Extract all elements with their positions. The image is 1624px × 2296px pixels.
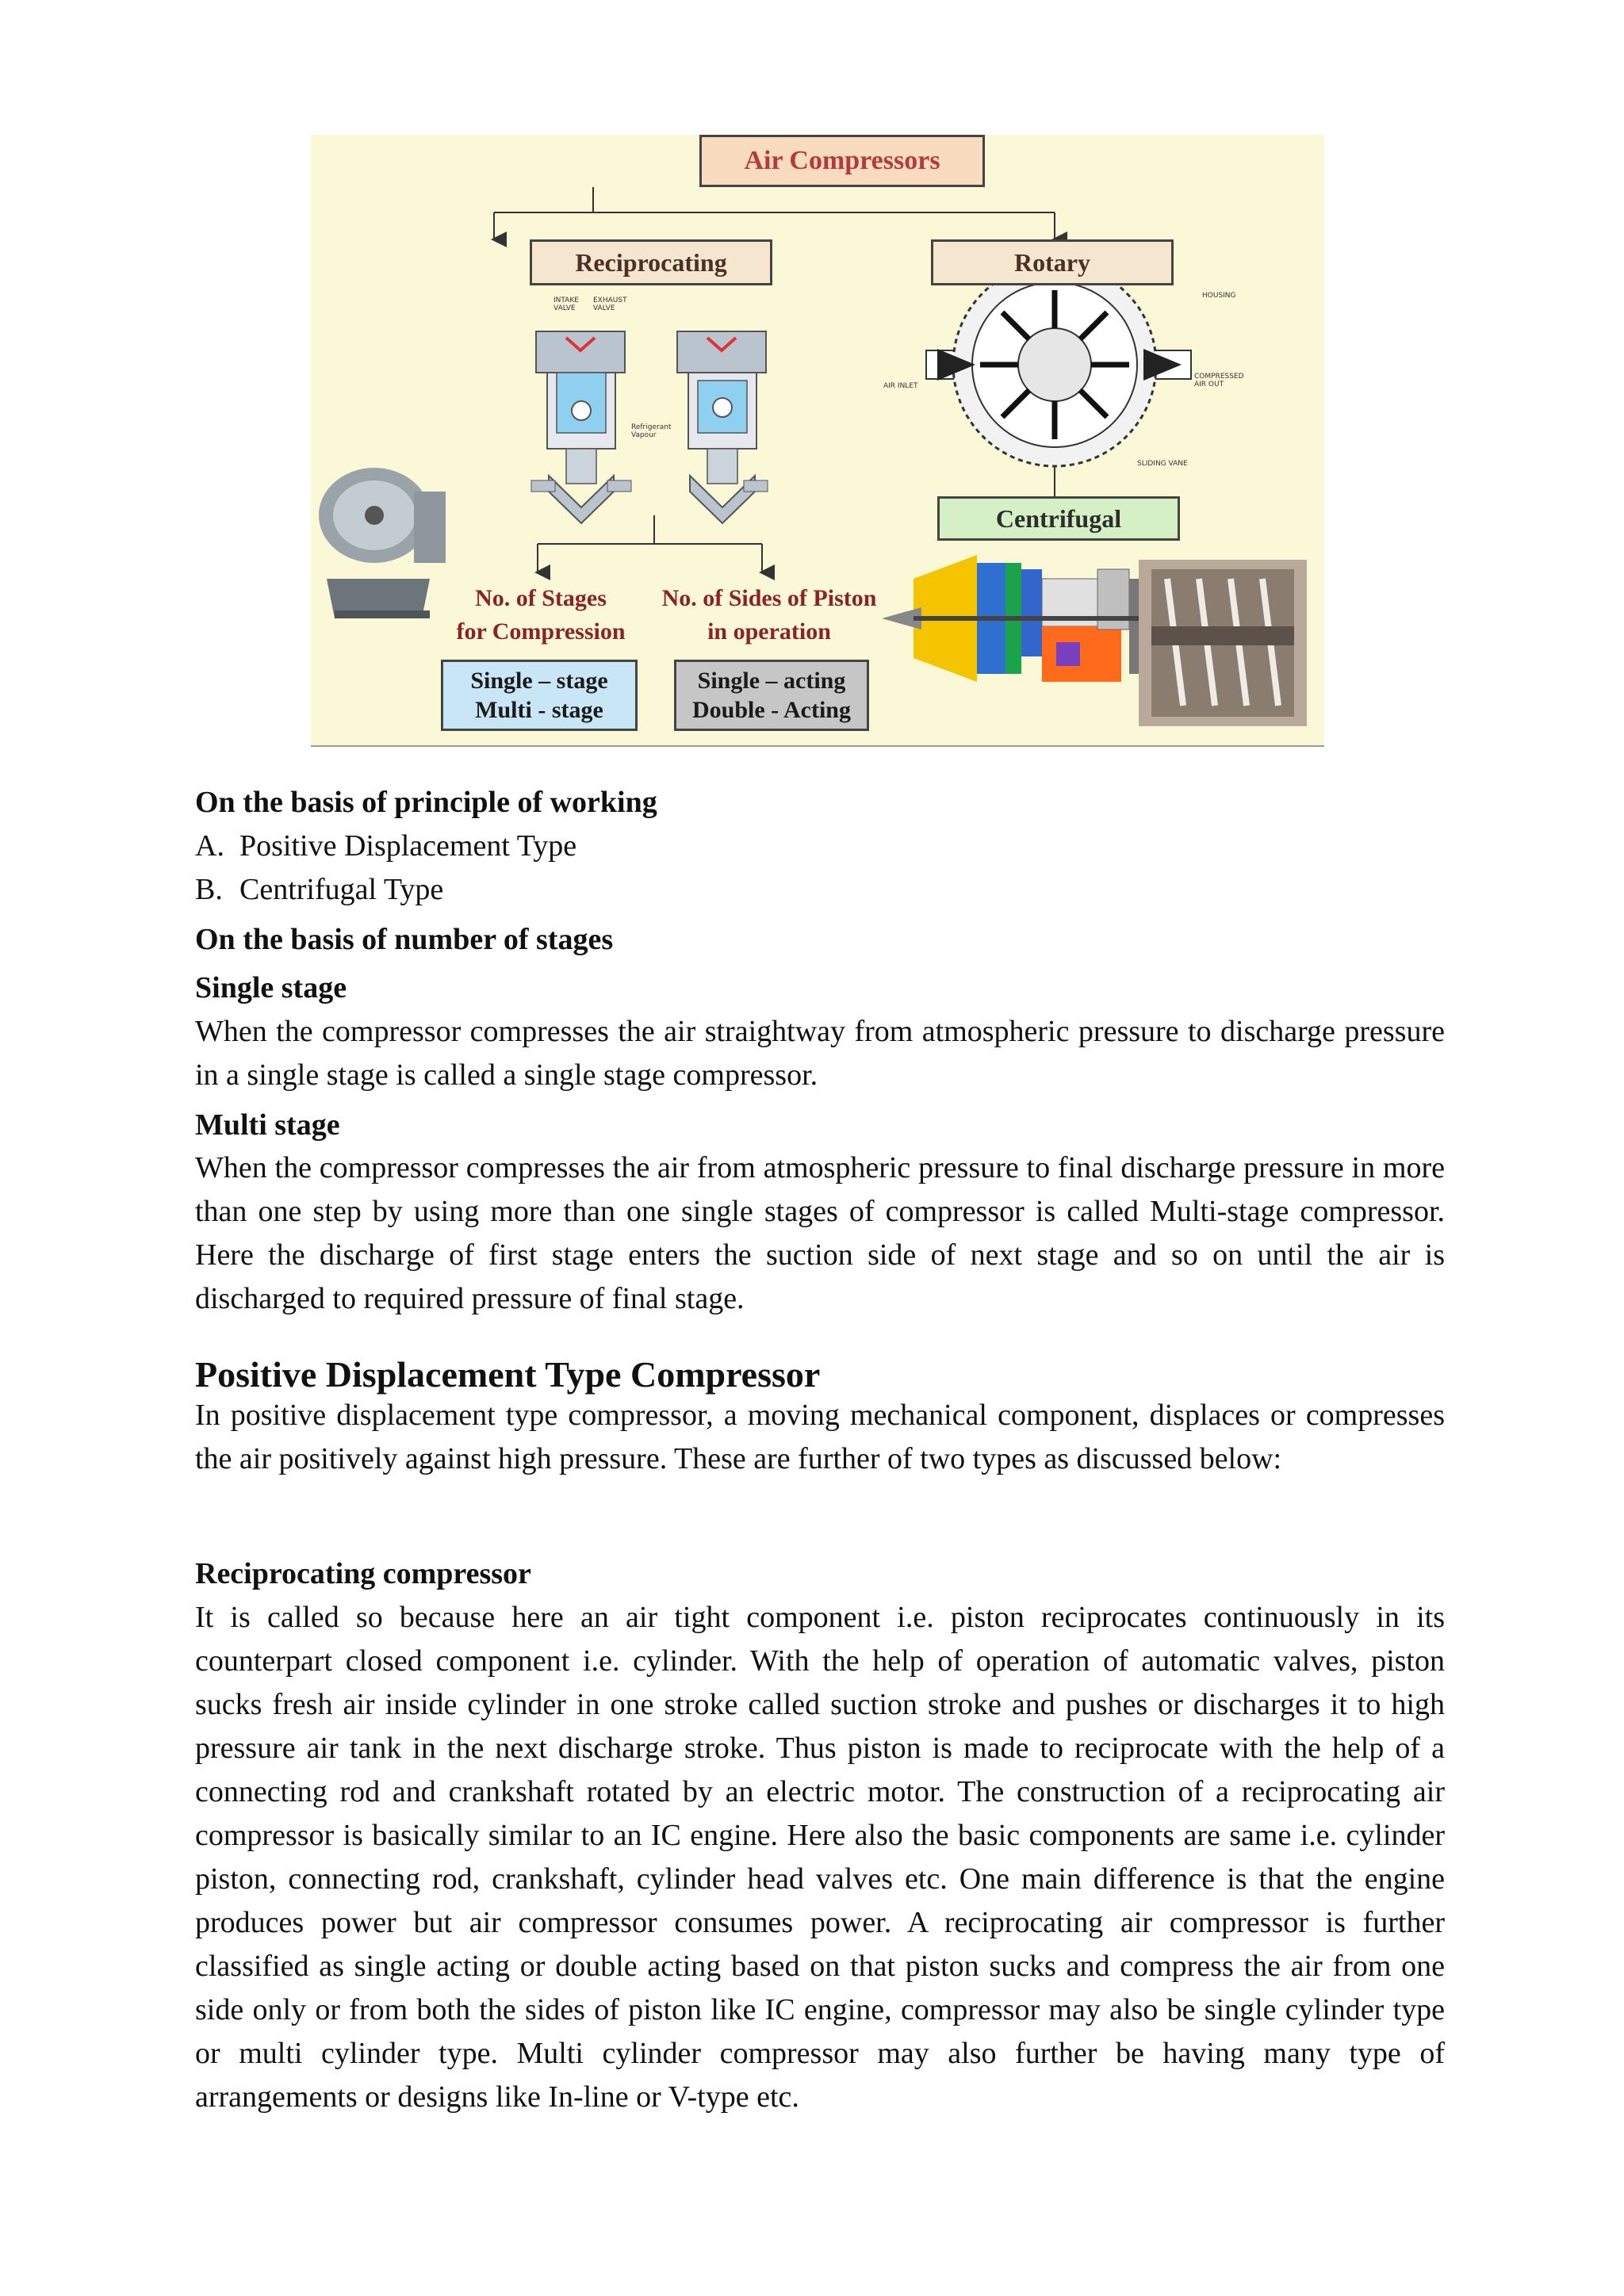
principle-item-a [195,825,1445,868]
single-stage-label: Single – stage [470,667,608,694]
air-inlet-label: AIR INLET [883,382,918,390]
reciprocating-cylinder-illustration-2 [677,331,768,523]
positive-displacement-text: In positive displacement type compressor, a moving mechanical component, displaces or compresses the air positively against high pressure. These are further of two types as discussed below: [195,1399,1445,1475]
multi-stage-text: When the compressor compresses the air from atmospheric pressure to final discharge pressure in more than one step by using more than one single stages of compressor is called Multi-stage compressor. Here the discharge of first stage enters the suction side of next stage and so on until the air is discharged to required pressure of final stage. [195,1151,1445,1315]
centrifugal-box [937,496,1180,541]
item-marker: A. [195,829,224,863]
rotary-label: Rotary [1014,247,1090,277]
sides-label-line-2: in operation [707,618,831,645]
exhaust-valve-label: EXHAUST VALVE [593,297,627,312]
stages-label [438,582,644,649]
air-compressors-title-box [699,135,985,187]
acting-types-box [674,660,869,731]
compressor-unit-photo [319,468,446,618]
air-compressors-figure [311,135,1324,747]
centrifugal-cutaway-illustration [882,555,1145,682]
item-marker: B. [195,873,223,906]
positive-displacement-heading: Positive Displacement Type Compressor [195,1354,821,1395]
stages-heading: On the basis of number of stages [195,923,614,956]
compressed-air-out-label: COMPRESSED AIR OUT [1194,373,1244,388]
principle-heading: On the basis of principle of working [195,786,657,819]
figure-graphics [311,135,1324,745]
single-stage-text: When the compressor compresses the air straightway from atmospheric pressure to discharge pressure in a single stage is called a single stage compressor. [195,1015,1445,1092]
single-acting-label: Single – acting [697,667,846,694]
sides-label [642,582,896,649]
housing-label: HOUSING [1202,292,1236,300]
reciprocating-heading: Reciprocating compressor [195,1557,531,1590]
rotary-box [931,239,1174,285]
reciprocating-text: It is called so because here an air tight component i.e. piston reciprocates continuously in its counterpart closed component i.e. cylinder. With the help of operation of automatic valves, piston sucks fresh air inside cylinder in one stroke called suction stroke and pushes or discharges it to high pressure air tank in the next discharge stroke. Thus piston is made to reciprocate with the help of a connecting rod and crankshaft rotated by an electric motor. The construction of a reciprocating air compressor is basically similar to an IC engine. Here also the basic components are same i.e. cylinder piston, connecting rod, crankshaft, cylinder head valves etc. One main difference is that the engine produces power but air compressor consumes power. A reciprocating air compressor is further classified as single acting or double acting based on that piston sucks and compress the air from one side only or from both the sides of piston like IC engine, compressor may also be single cylinder type or multi cylinder type. Multi cylinder compressor may also further be having many type of arrangements or designs like In-line or V-type etc. [195,1601,1445,2114]
stage-types-box [441,660,638,731]
item-text: Centrifugal Type [239,873,444,906]
stages-label-line-2: for Compression [456,618,626,645]
impeller-photo [1139,560,1307,726]
principle-item-b [195,868,1445,912]
multi-stage-heading: Multi stage [195,1108,340,1142]
double-acting-label: Double - Acting [691,697,851,723]
sides-label-line-1: No. of Sides of Piston [661,585,877,611]
rotary-vane-illustration [926,263,1191,466]
reciprocating-label: Reciprocating [575,247,727,277]
reciprocating-box [530,239,772,285]
reciprocating-cylinder-illustration [531,331,631,523]
principle-section [195,781,1445,912]
single-stage-heading: Single stage [195,971,347,1004]
intake-valve-label: INTAKE VALVE [553,297,579,312]
sliding-vane-label: SLIDING VANE [1137,460,1188,468]
multi-stage-label: Multi - stage [475,697,603,723]
air-compressors-title: Air Compressors [744,146,940,175]
vapour-label: Refrigerant Vapour [631,423,672,439]
stages-label-line-1: No. of Stages [475,585,607,611]
centrifugal-label: Centrifugal [995,503,1122,533]
item-text: Positive Displacement Type [239,829,577,863]
